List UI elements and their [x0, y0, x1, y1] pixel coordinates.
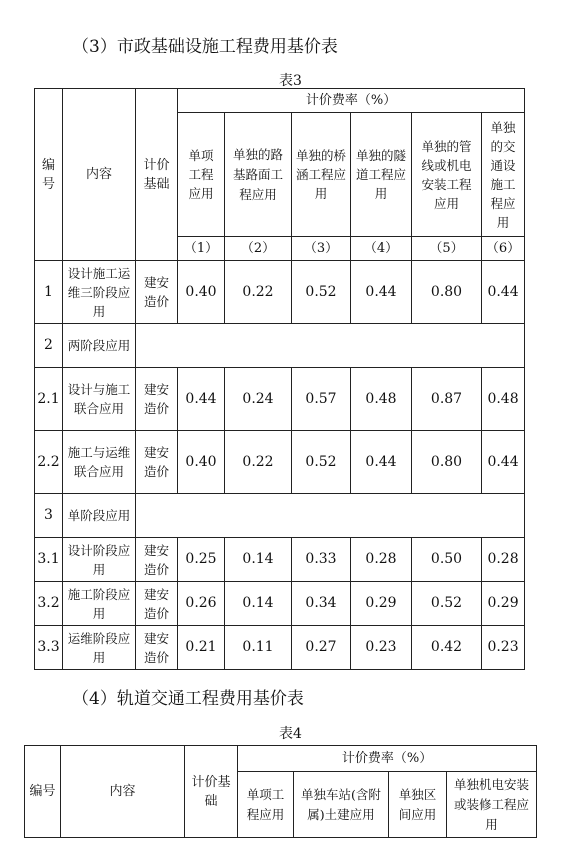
table4-caption: 表4	[279, 726, 302, 742]
empty-cell	[136, 494, 525, 538]
col-num-4: （4）	[351, 237, 412, 261]
rate-cell: 0.44	[482, 261, 525, 324]
table-row	[35, 494, 525, 538]
row-base: 建安造价	[136, 626, 178, 670]
rate-cell: 0.34	[292, 582, 351, 626]
t4-col-header-4: 单独机电安装或装修工程应用	[447, 772, 537, 838]
rate-cell: 0.44	[178, 368, 225, 431]
row-no: 3.1	[35, 538, 63, 582]
rate-cell: 0.48	[482, 368, 525, 431]
t4-col-header-2: 单独车站(含附属)土建应用	[294, 772, 389, 838]
rate-cell: 0.40	[178, 431, 225, 494]
table3	[34, 88, 525, 670]
col-header-2: 单独的路基路面工程应用	[225, 113, 292, 237]
col-num-6: （6）	[482, 237, 525, 261]
row-no: 2.2	[35, 431, 63, 494]
section3-heading: （3）市政基础设施工程费用基价表	[72, 37, 338, 57]
row-base: 建安造价	[136, 582, 178, 626]
rate-cell: 0.80	[412, 261, 482, 324]
row-content: 两阶段应用	[63, 324, 136, 368]
rate-cell: 0.52	[412, 582, 482, 626]
col-header-4: 单独的隧道工程应用	[351, 113, 412, 237]
col-header-6: 单独的交通设施工程应用	[482, 113, 525, 237]
rate-cell: 0.11	[225, 626, 292, 670]
table-row	[35, 261, 525, 324]
empty-cell	[136, 324, 525, 368]
table-row	[35, 582, 525, 626]
table-row	[35, 538, 525, 582]
rate-cell: 0.44	[482, 431, 525, 494]
t4-header-rate: 计价费率（%）	[238, 746, 537, 772]
t4-header-no: 编号	[25, 746, 61, 838]
header-no: 编号	[35, 89, 63, 261]
section4-heading: （4）轨道交通工程费用基价表	[72, 689, 304, 709]
col-num-2: （2）	[225, 237, 292, 261]
rate-cell: 0.33	[292, 538, 351, 582]
col-header-3: 单独的桥涵工程应用	[292, 113, 351, 237]
row-no: 3.3	[35, 626, 63, 670]
rate-cell: 0.14	[225, 538, 292, 582]
rate-cell: 0.14	[225, 582, 292, 626]
rate-cell: 0.23	[482, 626, 525, 670]
table3-caption: 表3	[279, 73, 302, 89]
row-content: 单阶段应用	[63, 494, 136, 538]
table-row	[35, 368, 525, 431]
col-header-1: 单项工程应用	[178, 113, 225, 237]
row-no: 2.1	[35, 368, 63, 431]
table4	[24, 745, 537, 838]
rate-cell: 0.44	[351, 431, 412, 494]
row-base: 建安造价	[136, 538, 178, 582]
rate-cell: 0.42	[412, 626, 482, 670]
rate-cell: 0.48	[351, 368, 412, 431]
rate-cell: 0.57	[292, 368, 351, 431]
row-no: 1	[35, 261, 63, 324]
rate-cell: 0.21	[178, 626, 225, 670]
row-no: 3	[35, 494, 63, 538]
t4-col-header-1: 单项工程应用	[238, 772, 294, 838]
row-no: 2	[35, 324, 63, 368]
rate-cell: 0.80	[412, 431, 482, 494]
rate-cell: 0.40	[178, 261, 225, 324]
rate-cell: 0.27	[292, 626, 351, 670]
header-content: 内容	[63, 89, 136, 261]
rate-cell: 0.50	[412, 538, 482, 582]
rate-cell: 0.44	[351, 261, 412, 324]
row-content: 设计施工运维三阶段应用	[63, 261, 136, 324]
row-content: 运维阶段应用	[63, 626, 136, 670]
col-num-5: （5）	[412, 237, 482, 261]
row-no: 3.2	[35, 582, 63, 626]
rate-cell: 0.52	[292, 431, 351, 494]
t4-header-base: 计价基础	[185, 746, 238, 838]
row-base: 建安造价	[136, 431, 178, 494]
rate-cell: 0.24	[225, 368, 292, 431]
rate-cell: 0.29	[351, 582, 412, 626]
rate-cell: 0.29	[482, 582, 525, 626]
header-rate: 计价费率（%）	[178, 89, 525, 113]
row-content: 设计阶段应用	[63, 538, 136, 582]
row-content: 施工阶段应用	[63, 582, 136, 626]
row-base: 建安造价	[136, 368, 178, 431]
table-row	[35, 324, 525, 368]
rate-cell: 0.22	[225, 431, 292, 494]
rate-cell: 0.22	[225, 261, 292, 324]
rate-cell: 0.25	[178, 538, 225, 582]
row-base: 建安造价	[136, 261, 178, 324]
t4-col-header-3: 单独区间应用	[389, 772, 447, 838]
table-row	[35, 626, 525, 670]
rate-cell: 0.26	[178, 582, 225, 626]
col-header-5: 单独的管线或机电安装工程应用	[412, 113, 482, 237]
row-content: 设计与施工联合应用	[63, 368, 136, 431]
table-row	[35, 431, 525, 494]
rate-cell: 0.23	[351, 626, 412, 670]
rate-cell: 0.87	[412, 368, 482, 431]
rate-cell: 0.28	[351, 538, 412, 582]
rate-cell: 0.52	[292, 261, 351, 324]
col-num-3: （3）	[292, 237, 351, 261]
rate-cell: 0.28	[482, 538, 525, 582]
t4-header-content: 内容	[61, 746, 185, 838]
col-num-1: （1）	[178, 237, 225, 261]
row-content: 施工与运维联合应用	[63, 431, 136, 494]
header-base: 计价基础	[136, 89, 178, 261]
